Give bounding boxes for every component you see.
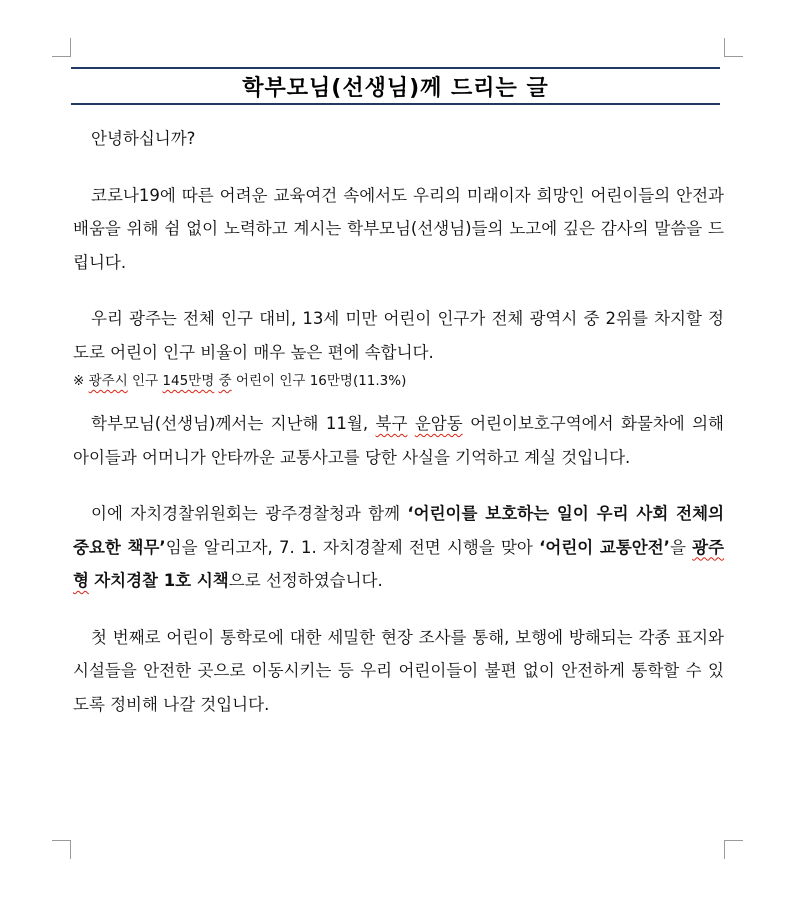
title-box xyxy=(71,67,720,105)
crop-mark-bottom-left xyxy=(52,840,71,859)
spell-underlined-word: 145만명 xyxy=(162,373,215,389)
paragraph-4-text: 으로 선정하였습니다. xyxy=(228,571,383,590)
paragraph-3 xyxy=(73,407,724,474)
paragraph-4 xyxy=(73,497,724,598)
crop-mark-bottom-right xyxy=(724,840,743,859)
note-text: 어린이 인구 16만명(11.3%) xyxy=(231,373,407,389)
spell-underlined-word: 북구 xyxy=(375,414,408,433)
document-body[interactable] xyxy=(73,122,724,721)
note-text: 인구 xyxy=(127,373,163,389)
paragraph-5: 첫 번째로 어린이 통학로에 대한 세밀한 현장 조사를 통해, 보행에 방해되는 각종 표지와 시설들을 안전한 곳으로 이동시키는 등 우리 어린이들이 불편 없이 안전하게 통학할 수 있도록 정비해 나갈 것입니다. xyxy=(73,627,724,714)
paragraph-4-text: 임을 알리고자, 7. 1. 자치경찰제 전면 시행을 맞아 xyxy=(165,537,540,557)
bold-phrase: ‘어린이를 보호하는 일이 우리 사회 전체의 중요한 책무’ xyxy=(73,504,725,557)
spell-underlined-word: 운암동 xyxy=(414,414,463,433)
paragraph-3-text: 어린이보호구역에서 화물차에 의해 아이들과 어머니가 안타까운 교통사고를 당한 사실을 기억하고 계실 것입니다. xyxy=(73,414,724,467)
paragraph-2: 우리 광주는 전체 인구 대비, 13세 미만 어린이 인구가 전체 광역시 중 2위를 차지할 정도로 어린이 인구 비율이 매우 높은 편에 속합니다. xyxy=(73,309,724,362)
space xyxy=(407,414,414,433)
crop-mark-top-right xyxy=(724,38,743,57)
paragraph-3-text: 학부모님(선생님)께서는 지난해 11월, xyxy=(91,414,376,433)
bold-phrase-underlined: 광주형 xyxy=(73,537,725,590)
paragraph-1: 코로나19에 따른 어려운 교육여건 속에서도 우리의 미래이자 희망인 어린이들의 안전과 배움을 위해 쉼 없이 노력하고 계시는 학부모님(선생님)들의 노고에 깊은 감사의 말씀을 드립니다. xyxy=(73,185,724,272)
paragraph-4-text: 을 xyxy=(669,537,693,557)
note-prefix: ※ xyxy=(73,373,89,389)
bold-phrase: ‘어린이 교통안전’ xyxy=(539,537,670,557)
spell-underlined-word: 광주시 xyxy=(88,373,128,389)
document-title: 학부모님(선생님)께 드리는 글 xyxy=(242,75,549,101)
note-line xyxy=(73,369,724,393)
bold-phrase: 자치경찰 1호 시책 xyxy=(94,571,229,590)
paragraph-4-text: 이에 자치경찰위원회는 광주경찰청과 함께 xyxy=(91,504,408,523)
crop-mark-top-left xyxy=(52,38,71,57)
spell-underlined-word: 중 xyxy=(218,373,232,389)
greeting-paragraph: 안녕하십니까? xyxy=(91,129,196,148)
